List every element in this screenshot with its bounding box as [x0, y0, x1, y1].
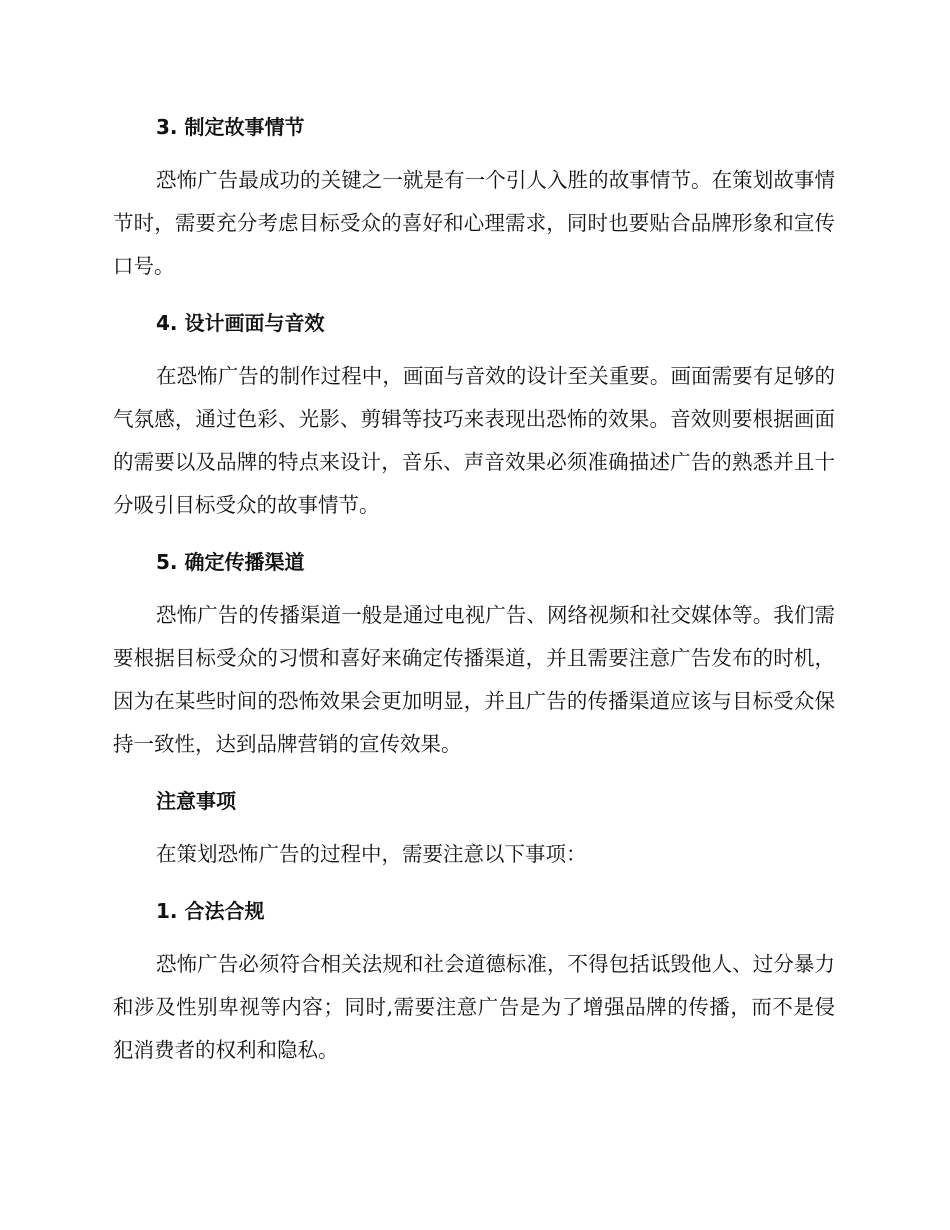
section-heading-compliance: 1. 合法合规	[156, 899, 265, 923]
section-paragraph-visuals-audio: 在恐怖广告的制作过程中，画面与音效的设计至关重要。画面需要有足够的气氛感，通过色彩、光影、剪辑等技巧来表现出恐怖的效果。音效则要根据画面的需要以及品牌的特点来设计，音乐、声音效果必须准确描述广告的熟悉并且十分吸引目标受众的故事情节。	[113, 364, 835, 517]
section-paragraph-channels: 恐怖广告的传播渠道一般是通过电视广告、网络视频和社交媒体等。我们需要根据目标受众的习惯和喜好来确定传播渠道，并且需要注意广告发布的时机，因为在某些时间的恐怖效果会更加明显，并且广告的传播渠道应该与目标受众保持一致性，达到品牌营销的宣传效果。	[113, 603, 835, 756]
section-heading-channels: 5. 确定传播渠道	[156, 550, 305, 574]
section-paragraph-story: 恐怖广告最成功的关键之一就是有一个引人入胜的故事情节。在策划故事情节时，需要充分考虑目标受众的喜好和心理需求，同时也要贴合品牌形象和宣传口号。	[113, 168, 835, 278]
section-heading-notes: 注意事项	[156, 789, 236, 813]
section-paragraph-compliance: 恐怖广告必须符合相关法规和社会道德标准，不得包括诋毁他人、过分暴力和涉及性别卑视等内容；同时,需要注意广告是为了增强品牌的传播，而不是侵犯消费者的权利和隐私。	[113, 952, 835, 1062]
section-heading-story: 3. 制定故事情节	[156, 115, 305, 139]
section-paragraph-notes: 在策划恐怖广告的过程中，需要注意以下事项：	[156, 842, 587, 866]
section-heading-visuals-audio: 4. 设计画面与音效	[156, 311, 325, 335]
document-body	[113, 108, 835, 1072]
